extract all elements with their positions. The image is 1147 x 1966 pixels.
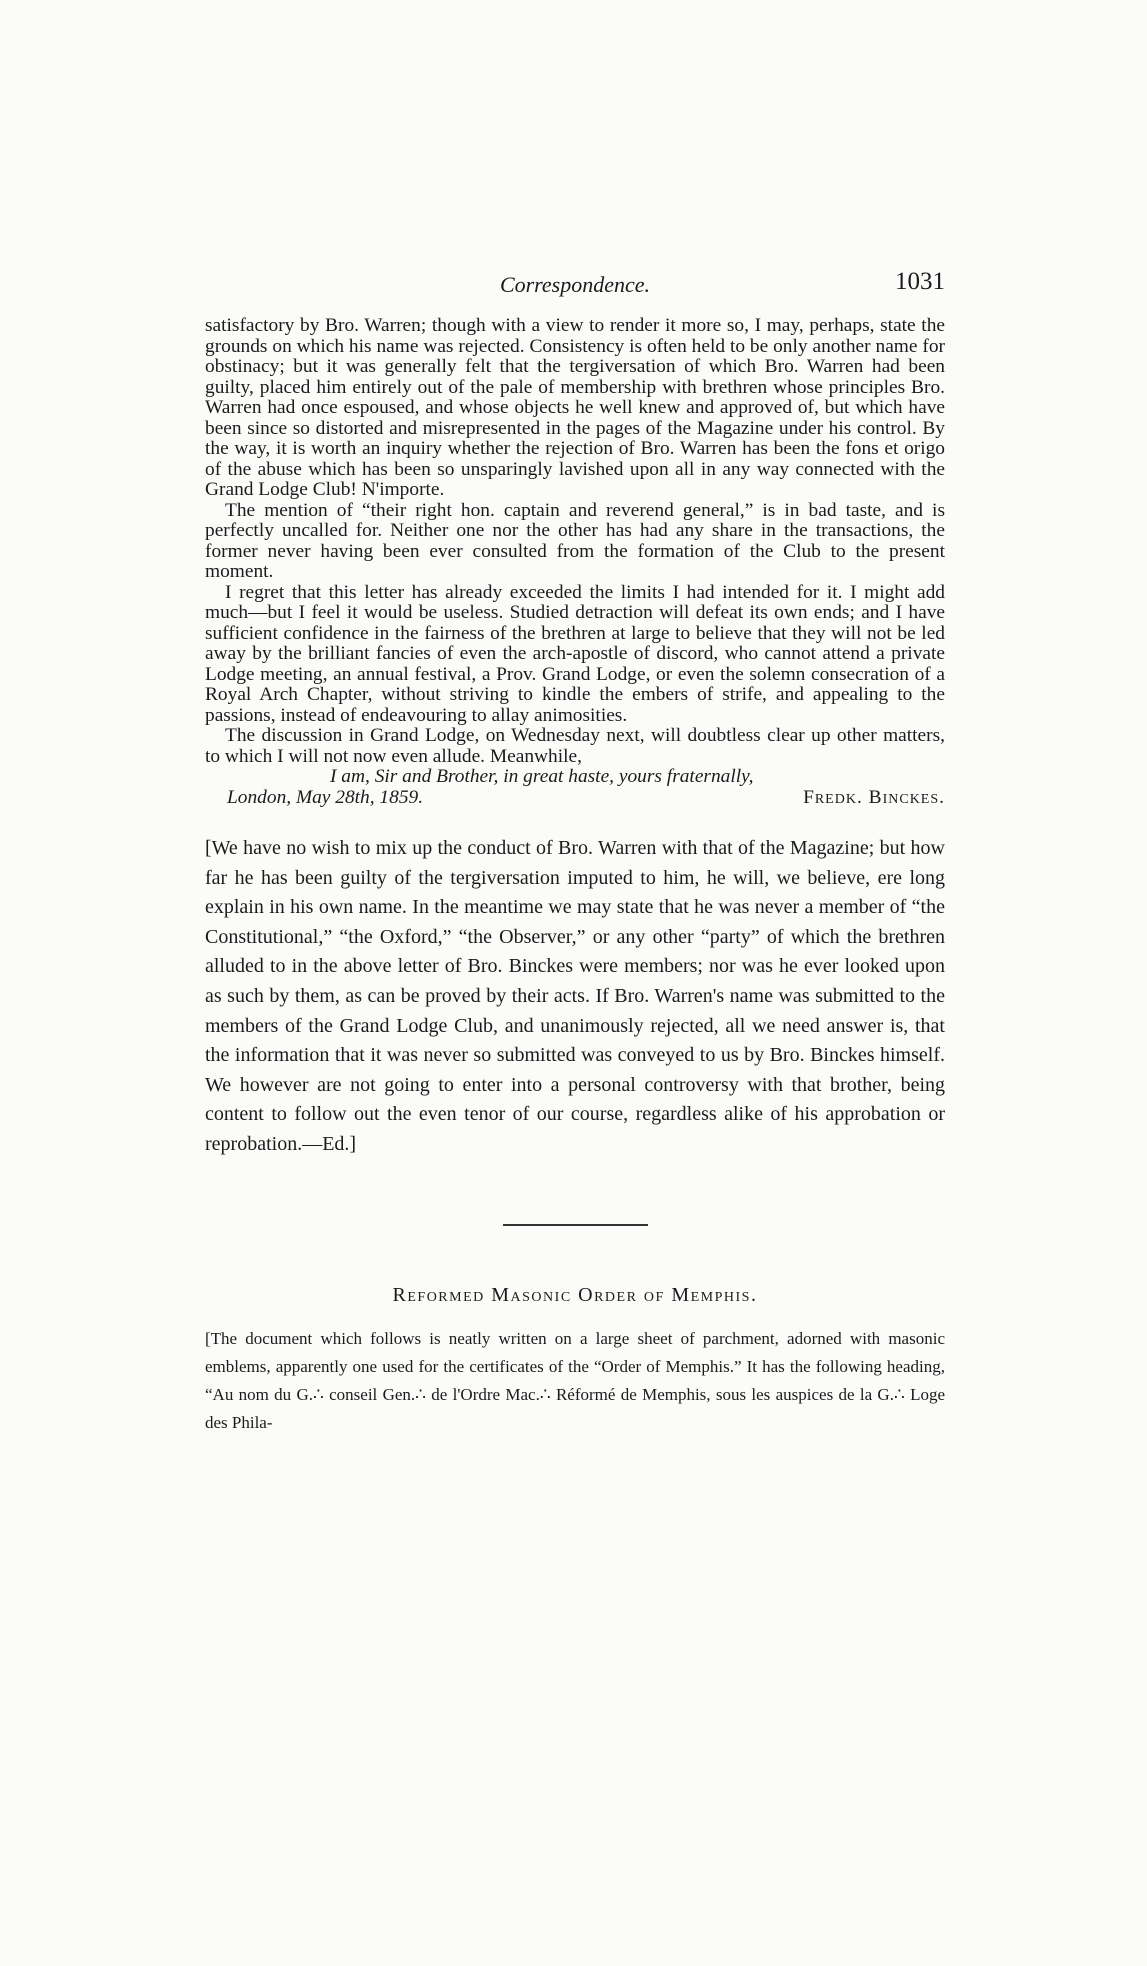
section-intro: [The document which follows is neatly written on a large sheet of parchment, adorned with masonic emblems, apparently one used for the certificates of the “Order of Memphis.” It has the following heading, “Au nom du G.∴ conseil Gen.∴ de l'Ordre Mac.∴ Réformé de Memphis, sous les auspices de la G.∴ Loge des Phila- xyxy=(205,1328,945,1432)
letter-paragraph-4: The discussion in Grand Lodge, on Wednesday next, will doubtless clear up other matters, to which I will not now even allude. Meanwhile, xyxy=(205,725,945,767)
section-divider xyxy=(503,1224,648,1226)
page-number: 1031 xyxy=(895,268,945,295)
letter-paragraph-3: I regret that this letter has already exceeded the limits I had intended for it. I might add much—but I feel it would be useless. Studied detraction will defeat its own ends; and I have sufficient confidence in the fairness of the brethren at large to believe that they will not be led away by the brilliant fancies of even the arch-apostle of discord, who cannot attend a private Lodge meeting, an annual festival, a Prov. Grand Lodge, or even the solemn consecration of a Royal Arch Chapter, without striving to kindle the embers of strife, and appealing to the passions, instead of endeavouring to allay animosities. xyxy=(205,581,945,726)
letter-signoff xyxy=(205,767,945,808)
letter-paragraph-2: The mention of “their right hon. captain and reverend general,” is in bad taste, and is perfectly uncalled for. Neither one nor the other has had any share in the transactions, the former never having been ever consulted from the formation of the Club to the present moment. xyxy=(205,499,945,582)
letter-date: London, May 28th, 1859. xyxy=(227,786,424,808)
signature-line xyxy=(205,788,945,809)
page xyxy=(205,268,945,1437)
letter-paragraph-1: satisfactory by Bro. Warren; though with a view to render it more so, I may, perhaps, state the grounds on which his name was rejected. Consistency is often held to be only another name for obstinacy; but it was generally felt that the tergiversation of which Bro. Warren had been guilty, placed him entirely out of the pale of membership with brethren whose principles Bro. Warren had once espoused, and whose objects he well knew and approved of, but which have been since so distorted and misrepresented in the pages of the Magazine under his control. By the way, it is worth an inquiry whether the rejection of Bro. Warren has been the fons et origo of the abuse which has been so unsparingly lavished upon all in any way connected with the Grand Lodge Club! N'importe. xyxy=(205,315,945,500)
editor-note: [We have no wish to mix up the conduct of Bro. Warren with that of the Magazine; but how far he has been guilty of the tergiversation imputed to him, he will, we believe, ere long explain in his own name. In the meantime we may state that he was never a member of “the Constitutional,” “the Oxford,” “the Observer,” or any other “party” of which the brethren alluded to in the above letter of Bro. Binckes were members; nor was he ever looked upon as such by them, as can be proved by their acts. If Bro. Warren's name was submitted to the members of the Grand Lodge Club, and unanimously rejected, all we need answer is, that the information that it was never so submitted was conveyed to us by Bro. Binckes himself. We however are not going to enter into a personal controversy with that brother, being content to follow out the even tenor of our course, regardless alike of his approbation or reprobation.—Ed.] xyxy=(205,837,945,1155)
letter-body xyxy=(205,316,945,767)
running-head xyxy=(205,268,945,302)
letter-closing: I am, Sir and Brother, in great haste, yours fraternally, xyxy=(330,766,754,787)
section-title: Reformed Masonic Order of Memphis. xyxy=(392,1283,758,1306)
letter-signature: Fredk. Binckes. xyxy=(803,786,945,808)
running-title: Correspondence. xyxy=(499,272,651,297)
